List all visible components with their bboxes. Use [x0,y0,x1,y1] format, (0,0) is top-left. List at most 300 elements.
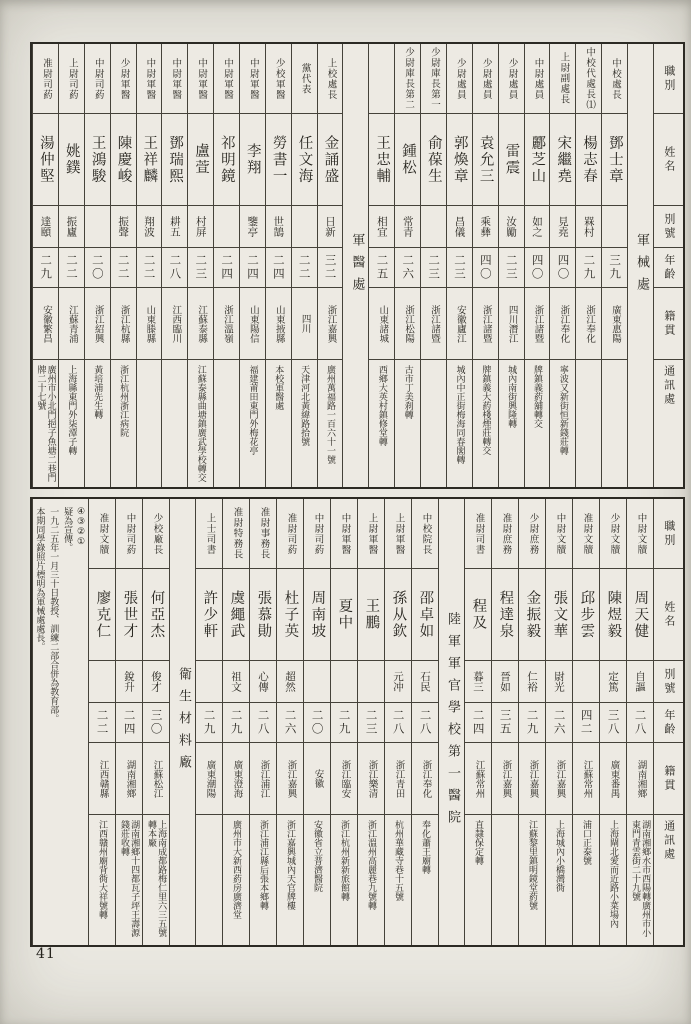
name-cell [465,569,491,661]
age-cell [412,703,438,743]
rank-text: 少尉庫長第二 [403,47,415,110]
name-cell [240,114,265,206]
native-place-cell [473,288,498,360]
alias-text: 暮三 [472,671,485,692]
age-text: 二二 [116,254,131,281]
native-place-text: 浙江諸暨 [532,304,544,343]
alias-cell [447,206,472,248]
native-place-text: 江蘇常州 [581,759,593,798]
rank-text: 中尉司葯 [92,57,104,100]
address-cell [550,360,575,487]
alias-cell [369,206,394,248]
person-column [32,44,58,487]
footnotes-column [32,499,88,945]
name-cell [395,114,420,206]
address-cell [33,360,58,487]
alias-cell [600,661,626,703]
rank-text: 准尉文牘 [581,512,593,555]
rank-text: 少尉處員 [506,57,518,100]
native-place-cell [447,288,472,360]
native-place-cell [546,743,572,815]
address-text: 直隸保定轉 [473,820,484,865]
header-cell [654,114,683,206]
native-place-text: 江西臨川 [170,304,182,343]
rank-cell [266,44,291,114]
rank-text: 中尉軍醫 [170,57,182,100]
age-cell [292,248,317,288]
address-text: 浙江杭州新新旅館轉 [339,820,350,901]
rank-cell [421,44,446,114]
native-place-text: 四川潛江 [506,304,518,343]
person-column [195,499,222,945]
person-column [524,44,550,487]
header-cell [654,815,683,945]
age-text: 二三 [364,709,379,736]
name-text: 張世才 [121,589,138,640]
age-cell [358,703,384,743]
age-cell [385,703,411,743]
age-cell [33,248,58,288]
native-place-text: 湖南湘鄉 [635,759,647,798]
address-cell [627,815,653,945]
address-cell [137,360,162,487]
rank-cell [277,499,303,569]
age-text: 二三 [504,254,519,281]
alias-cell [492,661,518,703]
alias-cell [358,661,384,703]
alias-text: 汝勵 [505,216,518,237]
alias-cell [162,206,187,248]
native-place-cell [525,288,550,360]
rank-text: 准尉司葯 [40,57,52,100]
header-cell [654,44,683,114]
age-text: 二〇 [90,254,105,281]
rank-text: 少尉處員 [454,57,466,100]
rank-cell [499,44,524,114]
alias-text: 銳升 [123,671,136,692]
address-cell [473,360,498,487]
address-cell [395,360,420,487]
section-label-medical-dept [342,44,368,487]
rank-cell [369,44,394,114]
address-text: 浦口正泰號 [581,820,592,865]
age-cell [85,248,110,288]
alias-cell [473,206,498,248]
name-cell [33,114,58,206]
age-text: 二三 [194,254,209,281]
name-text: 宋繼堯 [555,134,572,185]
alias-cell [292,206,317,248]
address-text: 浙江溫州高麗巷九號轉 [366,820,377,910]
alias-cell [143,661,169,703]
rank-text: 准尉庶務 [500,512,512,555]
name-text: 虞繩武 [228,589,245,640]
rank-text: 上尉司葯 [66,57,78,100]
ordnance-dept-label-text: 軍械處 [633,232,649,299]
name-cell [223,569,249,661]
age-text: 二八 [633,709,648,736]
address-cell [369,360,394,487]
first-hospital-label-text: 陸軍軍官學校第一醫院 [444,612,460,832]
name-cell [412,569,438,661]
name-text: 周南坡 [309,589,326,640]
rank-cell [214,44,239,114]
section-label-ordnance-dept [627,44,653,487]
rank-cell [85,44,110,114]
alias-cell [223,661,249,703]
address-text: 安徽省立普濟醫院 [312,820,323,892]
alias-text: 祖文 [230,671,243,692]
native-place-cell [602,288,627,360]
native-place-cell [85,288,110,360]
footnote-line: 本期同學錄照片標明為軍械處處長。 [34,507,45,651]
native-place-cell [143,743,169,815]
header-name-label: 姓名 [662,600,676,629]
alias-cell [627,661,653,703]
header-rank-label: 職別 [662,519,676,548]
rank-cell [162,44,187,114]
name-text: 俞葆生 [425,134,442,185]
name-cell [573,569,599,661]
person-column [142,499,169,945]
age-text: 二四 [471,709,486,736]
rank-text: 准尉特務長 [231,507,243,560]
name-text: 任文海 [296,134,313,185]
rank-cell [465,499,491,569]
person-column [265,44,291,487]
age-cell [550,248,575,288]
age-text: 二八 [391,709,406,736]
rank-text: 上尉軍醫 [366,512,378,555]
age-text: 三〇 [149,709,164,736]
name-cell [602,114,627,206]
header-cell [654,743,683,815]
rank-text: 准尉司書 [473,512,485,555]
header-cell [654,288,683,360]
address-cell [277,815,303,945]
address-cell [223,815,249,945]
address-text: 江西贛州廟背衖大祥號轉 [97,820,108,919]
rank-text: 上尉副處長 [558,52,570,105]
rank-cell [550,44,575,114]
rank-text: 中校處長 [610,57,622,100]
age-text: 二八 [418,709,433,736]
rank-cell [318,44,343,114]
name-text: 陳慶峻 [115,134,132,185]
alias-cell [137,206,162,248]
roster-table-top [30,42,685,489]
person-column [498,44,524,487]
age-cell [223,703,249,743]
native-place-text: 浙江嘉興 [285,759,297,798]
name-cell [519,569,545,661]
header-native-label: 籍貫 [662,764,676,793]
person-column [518,499,545,945]
native-place-text: 浙江青田 [393,759,405,798]
native-place-text: 浙江奉化 [420,759,432,798]
person-column [58,44,84,487]
alias-text: 乘彝 [479,216,492,237]
rank-text: 中尉司葯 [124,512,136,555]
native-place-text: 浙江溫嶺 [222,304,233,343]
rank-cell [395,44,420,114]
address-text: 奉化蕭王廟轉 [420,820,431,874]
person-column [357,499,384,945]
native-place-text: 浙江諸暨 [480,304,492,343]
rank-text: 少尉軍醫 [118,57,130,100]
age-text: 三二 [323,254,338,281]
name-text: 杜子英 [282,589,299,640]
alias-cell [525,206,550,248]
age-text: 二四 [220,254,235,281]
address-text: 杭州華藏寺巷十五號 [393,820,404,901]
rank-text: 上校處長 [325,57,337,100]
name-text: 盧萱 [193,143,210,176]
native-place-text: 山東諸城 [377,304,389,343]
native-place-cell [421,288,446,360]
native-place-cell [250,743,276,815]
address-cell [318,360,343,487]
rank-text: 准尉文牘 [97,512,109,555]
rank-cell [473,44,498,114]
address-text: 上海城內小橋灣衖 [554,820,565,892]
native-place-text: 浙江嘉興 [500,759,512,798]
age-text: 二九 [337,709,352,736]
native-place-text: 浙江杭縣 [118,304,130,343]
age-text: 二五 [375,254,390,281]
name-cell [59,114,84,206]
age-text: 四〇 [556,254,571,281]
rank-cell [292,44,317,114]
age-cell [304,703,330,743]
alias-cell [304,661,330,703]
address-text: 黃培浦先生轉 [92,365,103,419]
rank-text: 上尉軍醫 [393,512,405,555]
name-cell [492,569,518,661]
alias-cell [266,206,291,248]
address-text: 西鄉大英村鎮修堂轉 [376,365,387,446]
alias-cell [196,661,222,703]
native-place-text: 江蘇泰縣 [196,304,208,343]
alias-text: 晉如 [499,671,512,692]
native-place-text: 山東陽信 [247,304,259,343]
alias-cell [602,206,627,248]
name-cell [473,114,498,206]
header-cell [654,360,683,487]
address-text: 湖南湘鄉十四都瓦子坪王壽源錢莊收轉 [119,820,140,937]
alias-text: 振聲 [117,216,130,237]
name-text: 金振毅 [524,589,541,640]
rank-text: 中尉軍醫 [339,512,351,555]
name-cell [627,569,653,661]
rank-text: 少校軍醫 [273,57,285,100]
alias-cell [33,206,58,248]
age-text: 二三 [453,254,468,281]
address-cell [240,360,265,487]
address-cell [573,815,599,945]
address-cell [576,360,601,487]
rank-text: 准尉司葯 [285,512,297,555]
rank-cell [188,44,213,114]
native-place-text: 山東掖縣 [273,304,285,343]
header-name-label: 姓名 [662,145,676,174]
alias-cell [89,661,115,703]
age-cell [59,248,84,288]
name-cell [576,114,601,206]
name-text: 邱步雲 [578,589,595,640]
alias-cell [412,661,438,703]
age-cell [266,248,291,288]
native-place-text: 山東滕縣 [144,304,156,343]
name-cell [369,114,394,206]
native-place-text: 浙江浦江 [258,759,270,798]
alias-text: 達頤 [39,216,52,237]
native-place-cell [412,743,438,815]
name-cell [85,114,110,206]
address-cell [358,815,384,945]
alias-text: 尉光 [553,671,566,692]
native-place-cell [395,288,420,360]
native-place-text: 浙江臨安 [339,759,351,798]
rank-cell [304,499,330,569]
alias-cell [576,206,601,248]
name-text: 張文華 [551,589,568,640]
name-text: 王鴻駿 [89,134,106,185]
address-cell [421,360,446,487]
address-cell [492,815,518,945]
age-text: 二二 [142,254,157,281]
name-text: 廖克仁 [94,589,111,640]
age-cell [196,703,222,743]
native-place-cell [188,288,213,360]
address-cell [331,815,357,945]
rank-cell [576,44,601,114]
name-cell [250,569,276,661]
address-cell [85,360,110,487]
native-place-cell [550,288,575,360]
alias-text: 自謳 [634,671,647,692]
rank-cell [600,499,626,569]
address-cell [214,360,239,487]
name-text: 程達泉 [497,589,514,640]
name-cell [447,114,472,206]
native-place-cell [196,743,222,815]
native-place-text: 江蘇常州 [473,759,485,798]
address-text: 上海閘北愛而近路小菜場內 [608,820,619,928]
header-native-label: 籍貫 [662,309,676,338]
age-cell [162,248,187,288]
person-column [110,44,136,487]
name-cell [196,569,222,661]
rank-text: 中尉司葯 [312,512,324,555]
native-place-cell [116,743,142,815]
rank-text: 准尉事務長 [258,507,270,560]
rank-text: 中尉軍醫 [222,57,233,100]
person-column [575,44,601,487]
footnote-line: 疑為宣傳。 [62,507,73,552]
name-cell [162,114,187,206]
address-text: 上海縣東門外柒潭子轉 [66,365,77,455]
name-text: 祁明鏡 [218,134,235,185]
rank-cell [331,499,357,569]
name-text: 邵卓如 [417,589,434,640]
native-place-text: 浙江樂清 [366,759,378,798]
header-cell [654,206,683,248]
person-column [115,499,142,945]
alias-text: 仁裕 [526,671,539,692]
name-text: 郭煥章 [451,134,468,185]
native-place-cell [576,288,601,360]
name-text: 金誦盛 [322,134,339,185]
rank-cell [33,44,58,114]
native-place-cell [277,743,303,815]
address-cell [250,815,276,945]
alias-text: 耕五 [168,216,181,237]
age-text: 二二 [297,254,312,281]
native-place-text: 廣東澄海 [231,759,243,798]
alias-cell [111,206,136,248]
address-text: 上海南成都路梅仁里六三五號轉本廠 [146,820,167,937]
name-cell [525,114,550,206]
rank-text: 中尉處員 [532,57,544,100]
person-column [276,499,303,945]
native-place-text: 浙江紹興 [92,304,104,343]
header-address-label: 通訊處 [662,365,676,407]
rank-cell [412,499,438,569]
age-cell [240,248,265,288]
header-cell [654,661,683,703]
footnote-line: 一九二五年一月三十日教授、訓練二部合併為教育部。 [48,507,59,723]
rank-cell [358,499,384,569]
alias-cell [519,661,545,703]
name-text: 李翔 [244,143,261,176]
person-column [572,499,599,945]
rank-text: 少尉庶務 [527,512,539,555]
native-place-cell [266,288,291,360]
alias-text: 世鵠 [272,216,285,237]
native-place-cell [137,288,162,360]
rank-text: 中尉文牘 [635,512,647,555]
native-place-cell [223,743,249,815]
age-text: 二四 [246,254,260,281]
rank-text: 少尉處員 [480,57,492,100]
rank-text: 上士司書 [204,512,216,555]
alias-cell [331,661,357,703]
name-text: 王鵬 [363,598,380,631]
header-address-label: 通訊處 [662,820,676,862]
alias-text: 如之 [531,216,544,237]
age-text: 三九 [608,254,623,281]
roster-table-bottom [30,497,685,947]
age-text: 二九 [39,254,54,281]
footnote-marks: ④③②① [76,507,86,547]
alias-text: 槑村 [582,216,595,237]
age-cell [137,248,162,288]
rank-text: 中校院長 [420,512,432,555]
age-text: 二六 [401,254,416,281]
name-cell [421,114,446,206]
rank-cell [116,499,142,569]
alias-text: 翔波 [142,216,155,237]
rank-cell [627,499,653,569]
rank-cell [223,499,249,569]
native-place-cell [214,288,239,360]
native-place-text: 廣東惠陽 [610,304,622,343]
native-place-text: 浙江嘉興 [325,304,337,343]
name-cell [546,569,572,661]
native-place-text: 安徽繁昌 [40,304,52,343]
native-place-text: 浙江嘉興 [554,759,566,798]
